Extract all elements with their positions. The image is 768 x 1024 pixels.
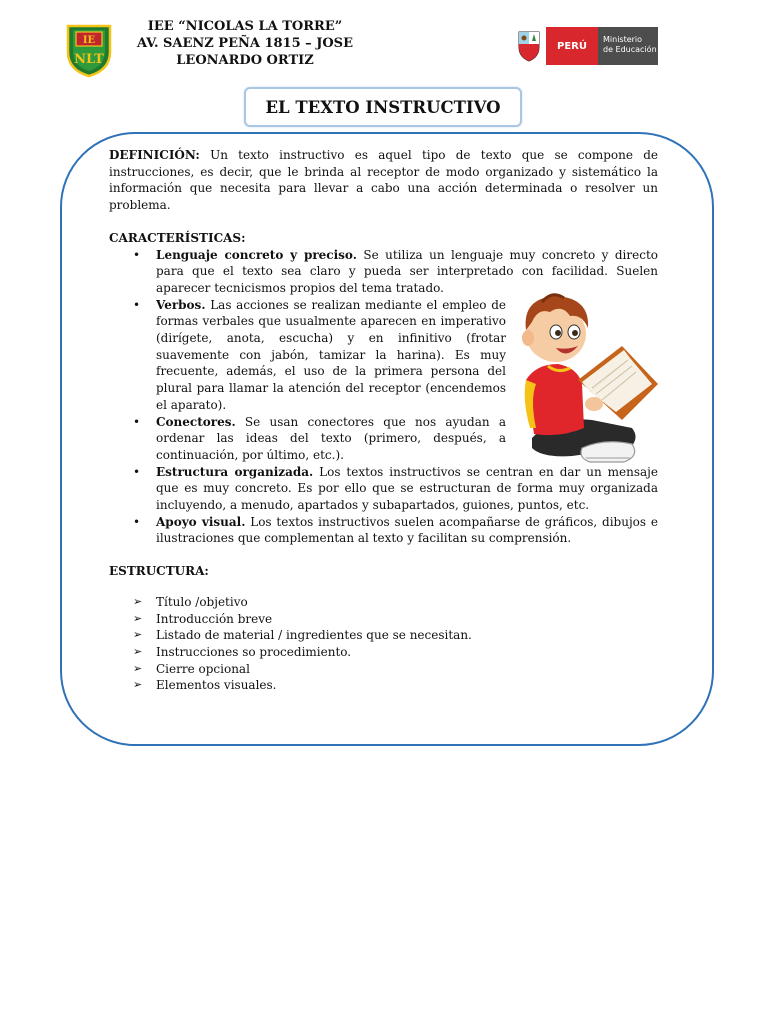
list-item bbox=[109, 594, 658, 611]
ministry-line-1: Ministerio bbox=[603, 35, 643, 44]
arrow-bullet-icon: ➢ bbox=[133, 594, 143, 608]
item-title: Verbos. bbox=[156, 297, 206, 312]
ministry-logo bbox=[516, 27, 658, 65]
item-title: Apoyo visual. bbox=[156, 514, 246, 529]
page-title: EL TEXTO INSTRUCTIVO bbox=[244, 87, 522, 127]
list-item bbox=[109, 514, 658, 547]
arrow-bullet-icon: ➢ bbox=[133, 678, 143, 692]
list-item bbox=[109, 297, 506, 414]
list-item bbox=[109, 661, 658, 678]
list-item bbox=[109, 414, 506, 464]
list-item bbox=[109, 464, 658, 514]
item-text: Se utiliza un lenguaje muy concreto y directo para que el texto sea claro y pueda ser interpretado con facilidad. Suelen aparecer tecnicismos propios del tema tratado. bbox=[156, 247, 658, 295]
characteristics-heading: CARACTERÍSTICAS: bbox=[109, 230, 246, 245]
svg-text:IE: IE bbox=[82, 35, 96, 46]
item-text: Introducción breve bbox=[156, 611, 273, 626]
school-line-3: LEONARDO ORTIZ bbox=[176, 53, 314, 68]
illustration bbox=[512, 288, 658, 466]
arrow-bullet-icon: ➢ bbox=[133, 611, 143, 625]
item-text: Los textos instructivos se centran en dar un mensaje que es muy concreto. Es por ello que se estructuran de forma muy organizada incluyendo, a menudo, apartados y subapartados, guiones, puntos, etc. bbox=[156, 464, 658, 513]
item-text: Instrucciones so procedimiento. bbox=[156, 644, 352, 659]
school-name bbox=[130, 18, 360, 69]
item-text: Cierre opcional bbox=[156, 661, 250, 676]
svg-text:NLT: NLT bbox=[74, 52, 104, 67]
arrow-bullet-icon: ➢ bbox=[133, 628, 143, 642]
boy-reading-book-icon bbox=[512, 288, 658, 466]
item-text: Listado de material / ingredientes que se necesitan. bbox=[156, 628, 472, 643]
structure-heading: ESTRUCTURA: bbox=[109, 564, 209, 579]
item-text: Los textos instructivos suelen acompañarse de gráficos, dibujos e ilustraciones que complementan al texto y facilitan su comprensión. bbox=[156, 514, 658, 546]
item-text: Las acciones se realizan mediante el empleo de formas verbales que usualmente aparecen en imperativo (dirígete, anota, escucha) y en infinitivo (frotar suavemente con jabón, tamizar la harina). Es muy frecuente, además, el uso de la primera persona del plural para llamar la atención del receptor (encendemos el aparato). bbox=[156, 297, 506, 412]
peru-label: PERÚ bbox=[546, 27, 598, 65]
ministry-line-2: de Educación bbox=[603, 45, 657, 54]
ministry-label bbox=[598, 27, 658, 65]
school-crest-icon bbox=[64, 22, 114, 78]
peru-coat-of-arms-icon bbox=[516, 29, 542, 63]
list-item bbox=[109, 677, 658, 694]
bullet-icon: • bbox=[133, 414, 141, 429]
definition-label: DEFINICIÓN: bbox=[109, 148, 200, 162]
item-title: Conectores. bbox=[156, 414, 236, 429]
bullet-icon: • bbox=[133, 297, 141, 312]
school-line-1: IEE “NICOLAS LA TORRE” bbox=[147, 19, 343, 34]
school-line-2: AV. SAENZ PEÑA 1815 – JOSE bbox=[137, 36, 353, 51]
list-item bbox=[109, 644, 658, 661]
item-text: Se usan conectores que nos ayudan a ordenar las ideas del texto (primero, después, a continuación, por último, etc.). bbox=[156, 414, 506, 462]
item-title: Lenguaje concreto y preciso. bbox=[156, 247, 357, 262]
bullet-icon: • bbox=[133, 247, 141, 262]
arrow-bullet-icon: ➢ bbox=[133, 644, 143, 658]
definition-text: Un texto instructivo es aquel tipo de texto que se compone de instrucciones, es decir, que le brinda al receptor de modo organizado y sistemático la información que necesita para llevar a cabo una acción determinada o resolver un problema. bbox=[109, 148, 658, 213]
item-text: Título /objetivo bbox=[156, 594, 248, 609]
bullet-icon: • bbox=[133, 514, 141, 529]
arrow-bullet-icon: ➢ bbox=[133, 661, 143, 675]
definition-paragraph bbox=[109, 147, 658, 214]
list-item bbox=[109, 627, 658, 644]
list-item bbox=[109, 611, 658, 628]
item-text: Elementos visuales. bbox=[156, 678, 277, 693]
item-title: Estructura organizada. bbox=[156, 464, 314, 479]
structure-list bbox=[109, 594, 658, 694]
page-header bbox=[0, 0, 768, 90]
bullet-icon: • bbox=[133, 464, 141, 479]
